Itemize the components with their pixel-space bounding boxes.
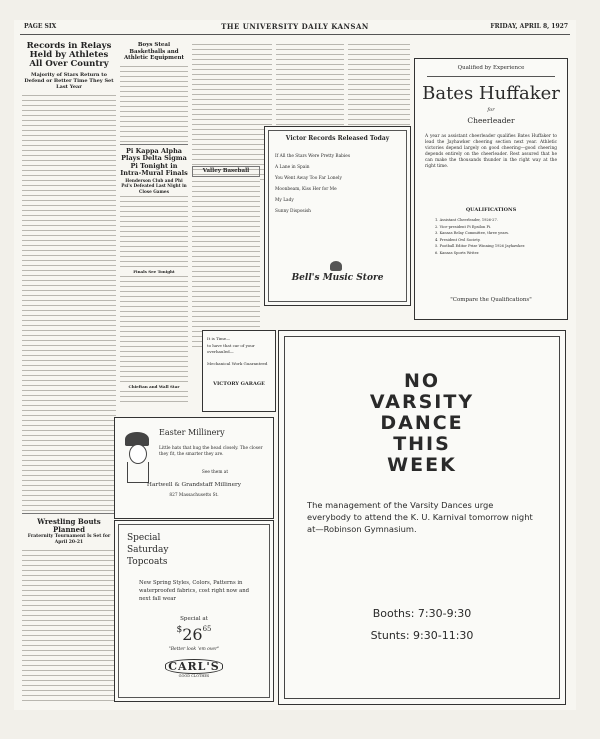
- easter-millinery-ad: [114, 417, 274, 519]
- dance-booths: Booths: 7:30-9:30: [372, 607, 472, 620]
- col2-subhead-2: Finals See Tonight: [133, 269, 175, 274]
- dance-body: The management of the Varsity Dances urge everybody to attend the K. U. Karnival tomorrow night at—Robinson Gymnasium.: [307, 500, 533, 534]
- victor-song: A Lane in Spain: [275, 165, 310, 170]
- valley-baseball-headline: Valley Baseball: [202, 168, 250, 174]
- bells-music-store-logo: [285, 267, 390, 293]
- col1-body-text-2: [22, 548, 116, 702]
- topcoats-tagline: "Better look 'em over": [168, 647, 220, 652]
- victory-garage-ad: [202, 330, 276, 412]
- issue-date: FRIDAY, APRIL 8, 1927: [490, 23, 568, 30]
- dance-headline-line: THIS: [393, 433, 451, 455]
- masthead: [14, 20, 576, 34]
- lady-hat-illustration: [123, 426, 151, 486]
- victor-records-ad: [264, 126, 411, 306]
- col1-body-text: [22, 93, 116, 513]
- masthead-rule: [20, 34, 570, 35]
- qualification-item: 4. President Owl Society.: [435, 237, 481, 242]
- role-label: Cheerleader: [467, 116, 515, 125]
- easter-text: Little hats that hug the head closely. The closer they fit, the smarter they are.: [159, 446, 263, 457]
- topcoats-line-1: Special: [127, 533, 161, 543]
- col1-subhead: Majority of Stars Return to Defend or Better Time They Set Last Year: [24, 72, 114, 90]
- newspaper-page: [14, 20, 576, 710]
- varsity-dance-ad: [278, 330, 566, 705]
- col1-subhead-2: Fraternity Tournament Is Set for April 20-21: [27, 534, 111, 545]
- garage-line-1: It is Time—: [207, 336, 231, 341]
- candidate-name: Bates Huffaker: [422, 83, 560, 104]
- newspaper-title: THE UNIVERSITY DAILY KANSAN: [221, 22, 369, 31]
- easter-store: Hartwell & Grandstaff Millinery: [146, 482, 242, 488]
- easter-see: See them at: [201, 470, 229, 475]
- victor-song: Sunny Disposish: [275, 209, 311, 214]
- topcoats-special: Special at: [180, 616, 208, 622]
- dance-headline-line: NO: [403, 370, 441, 392]
- carls-logo: [165, 659, 223, 685]
- topcoats-price: [115, 625, 273, 644]
- victor-song: If All the Stars Were Pretty Babies: [275, 154, 351, 159]
- valley-baseball-column: [192, 166, 260, 351]
- bells-logo-text: Bell's Music Store: [291, 273, 384, 283]
- qualifications-list: [435, 217, 563, 256]
- victor-song: You Went Away Too Far Lonely: [275, 176, 342, 181]
- price-whole: 26: [182, 625, 203, 644]
- valley-baseball-text: [192, 179, 260, 349]
- qualifications-title: QUALIFICATIONS: [465, 207, 517, 213]
- dance-stunts: Stunts: 9:30-11:30: [370, 629, 474, 642]
- topcoats-line-3: Topcoats: [127, 557, 168, 567]
- dance-headline-line: VARSITY: [369, 391, 475, 413]
- bates-huffaker-ad: [414, 58, 568, 320]
- carls-logo-sub: GOOD CLOTHES: [178, 674, 210, 678]
- dance-headline-line: DANCE: [380, 412, 464, 434]
- qualified-line: Qualified by Experience: [457, 65, 525, 71]
- garage-line-2: to have that car of your overhauled—: [207, 343, 255, 354]
- carls-logo-text: CARL'S: [165, 659, 223, 674]
- victor-song: Moonbeam, Kiss Her for Me: [275, 187, 337, 192]
- qualification-item: 6. Kansas Sports Writer.: [435, 250, 480, 255]
- for-label: for: [487, 107, 495, 113]
- price-dollar-sign: $: [176, 625, 183, 635]
- qualification-item: 2. Vice-president Pi Epsilon Pi.: [435, 224, 492, 229]
- easter-address: 827 Massachusetts St.: [169, 493, 219, 498]
- bates-body: A year as assistant cheerleader qualifies Bates Huffaker to lead the Jayhawker cheering section next year. Athletic victories depend largely on good cheering—good cheering depends entirely on the cheerleader. Rest assured that he can make the thousands thunder in the right way at the right time.: [425, 134, 557, 169]
- qualification-item: 1. Assistant Cheerleader, 1926-27.: [435, 218, 498, 222]
- col2-body-text-3: [120, 274, 188, 384]
- dance-headline-line: WEEK: [387, 454, 457, 476]
- garage-line-3: Mechanical Work Guaranteed: [207, 361, 268, 366]
- column-1: [22, 42, 116, 702]
- col2-subhead-3: Chieftan and Wall Star: [128, 384, 180, 389]
- topcoats-line-2: Saturday: [127, 545, 169, 555]
- victor-song: My Lady: [275, 198, 294, 203]
- easter-title: Easter Millinery: [159, 428, 225, 437]
- victor-song-list: [275, 151, 403, 217]
- qualification-item: 5. Football Editor Prize Winning 1926 Jayhawker.: [435, 244, 526, 248]
- col3-body-text: [192, 42, 272, 182]
- victor-title: Victor Records Released Today: [285, 135, 390, 142]
- col2-body-text-4: [120, 389, 188, 402]
- price-cents: 65: [202, 625, 212, 633]
- col1-headline-2: Wrestling Bouts Planned: [37, 517, 101, 534]
- bell-icon: [330, 261, 342, 271]
- carls-topcoats-ad: [114, 520, 274, 702]
- dance-headline: [279, 371, 565, 476]
- topcoats-body: New Spring Styles, Colors, Patterns in waterproofed fabrics, cost right now and next fall wear: [139, 580, 250, 602]
- col2-subhead: Henderson Club and Phi Psi's Defeated Last Night in Close Games: [121, 177, 187, 194]
- garage-name: VICTORY GARAGE: [213, 381, 265, 387]
- col2-body-text: [120, 64, 188, 144]
- page-number: PAGE SIX: [24, 23, 57, 30]
- col1-headline: Records in Relays Held by Athletes All Over Country: [26, 42, 112, 69]
- col2-headline: Boys Steal Basketballs and Athletic Equipment: [123, 42, 185, 61]
- column-3-top: [192, 42, 272, 182]
- column-2: [120, 42, 188, 402]
- qualification-item: 3. Kansas Relay Committee, three years.: [435, 231, 510, 235]
- col2-body-text-2: [120, 194, 188, 269]
- compare-line: "Compare the Qualifications": [450, 297, 532, 303]
- col2-headline-2: Pi Kappa Alpha Plays Delta Sigma Pi Tonight in Intra-Mural Finals: [120, 146, 188, 177]
